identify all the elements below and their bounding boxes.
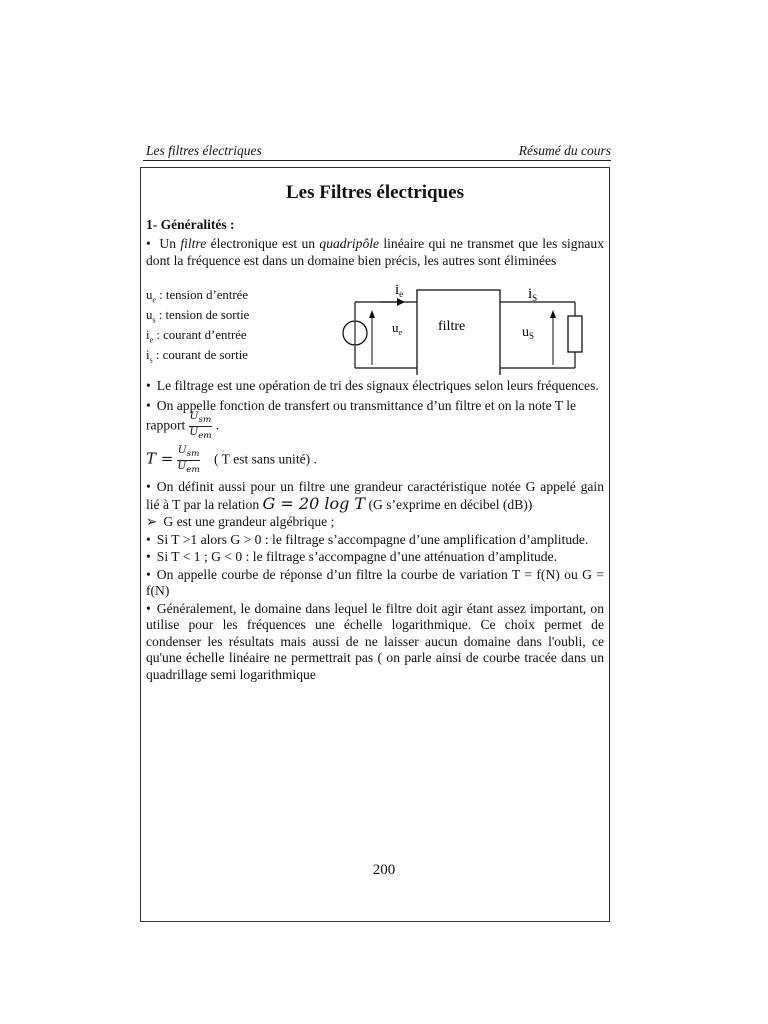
label-ie: $i_e$ bbox=[395, 282, 404, 299]
section-heading: 1- Généralités : bbox=[146, 217, 235, 232]
arrow-bullet-icon: ➢ bbox=[146, 514, 158, 530]
paragraph-attenuation: • Si T < 1 ; G < 0 : le filtrage s’accompagne d’une atténuation d’amplitude. bbox=[146, 549, 558, 565]
intro-rest: linéaire qui ne transmet que les signaux dont la fréquence est dans un domaine bien précis, les autres sont éliminées bbox=[146, 236, 605, 268]
load-resistor-icon bbox=[568, 316, 582, 352]
paragraph-amplification: • Si T >1 alors G > 0 : le filtrage s’accompagne d’une amplification d’amplitude. bbox=[146, 531, 589, 547]
t-equation: T = $\frac{U_{sm}}{U_{em}}$ ( T est sans unité) . bbox=[146, 444, 317, 476]
page-content bbox=[146, 184, 604, 269]
paragraph-filtrage: • Le filtrage est une opération de tri des signaux électriques selon leurs fréquences. bbox=[146, 378, 599, 393]
paragraph-algebrique: ➢ G est une grandeur algébrique ; bbox=[146, 514, 335, 530]
paragraph-gain: • On définit aussi pour un filtre une grandeur caractéristique notée G appelé gain lié à T par la relation G = 20 log T (G s’exprime en décibel (dB)) bbox=[146, 479, 604, 513]
definition-item: $u_s$ : tension de sortie bbox=[146, 308, 250, 325]
running-header-left: Les filtres électriques bbox=[146, 143, 262, 158]
definitions-list bbox=[146, 288, 249, 369]
arrow-icon bbox=[369, 310, 375, 318]
intro-word: Un bbox=[159, 236, 177, 251]
paragraph-rapport: rapport $\frac{U_{sm}}{U_{em}}$ . bbox=[146, 410, 220, 442]
gain-formula: G = 20 log T bbox=[262, 493, 366, 513]
bullet-icon: • bbox=[146, 549, 151, 565]
body-paragraphs bbox=[146, 378, 604, 683]
ratio-fraction: $\frac{U_{sm}}{U_{em}}$ bbox=[189, 410, 212, 442]
header-rule bbox=[143, 160, 611, 161]
bullet-icon: • bbox=[146, 600, 151, 616]
page-number: 200 bbox=[372, 862, 396, 878]
label-ue: $u_e$ bbox=[392, 320, 403, 337]
definition-item: $u_e$ : tension d’entrée bbox=[146, 288, 249, 305]
term-quadripole: quadripôle bbox=[319, 236, 380, 251]
bullet-icon: • bbox=[146, 378, 151, 393]
page-title: Les Filtres électriques bbox=[286, 182, 464, 203]
running-header-right: Résumé du cours bbox=[518, 143, 611, 158]
bullet-icon: • bbox=[146, 566, 151, 582]
intro-mid: électronique est un bbox=[210, 236, 316, 251]
bullet-icon: • bbox=[146, 531, 151, 547]
filter-label: filtre bbox=[438, 319, 466, 334]
paragraph-logarithmique: • Généralement, le domaine dans lequel le filtre doit agir étant assez important, on utilise pour les fréquences une échelle logarithmique. Ce choix permet de condenser les résultats mais aussi de ne laisser aucun domaine dans l'oubli, ce qu'une échelle linéaire ne permettrait pas ( on parle ainsi de courbe tracée dans un quadrillage semi logarithmique bbox=[146, 600, 604, 682]
intro-paragraph bbox=[146, 235, 604, 269]
paragraph-courbe: • On appelle courbe de réponse d’un filtre la courbe de variation T = f(N) ou G = f(N) bbox=[146, 566, 604, 599]
filter-circuit-diagram bbox=[335, 280, 585, 375]
term-filtre: filtre bbox=[180, 236, 207, 251]
definition-item: $i_e$ : courant d’entrée bbox=[146, 328, 247, 345]
paragraph-transmittance: • On appelle fonction de transfert ou transmittance d’un filtre et on la note T le bbox=[146, 397, 577, 413]
definition-item: $i_s$ : courant de sortie bbox=[146, 348, 248, 365]
arrow-icon bbox=[397, 298, 405, 306]
label-us: $u_S$ bbox=[522, 325, 535, 341]
bullet-icon: • bbox=[146, 236, 151, 251]
label-is: $i_S$ bbox=[528, 286, 538, 303]
bullet-icon: • bbox=[146, 479, 151, 495]
bullet-icon: • bbox=[146, 397, 151, 413]
arrow-icon bbox=[550, 310, 556, 318]
t-fraction: $\frac{U_{sm}}{U_{em}}$ bbox=[177, 444, 200, 476]
